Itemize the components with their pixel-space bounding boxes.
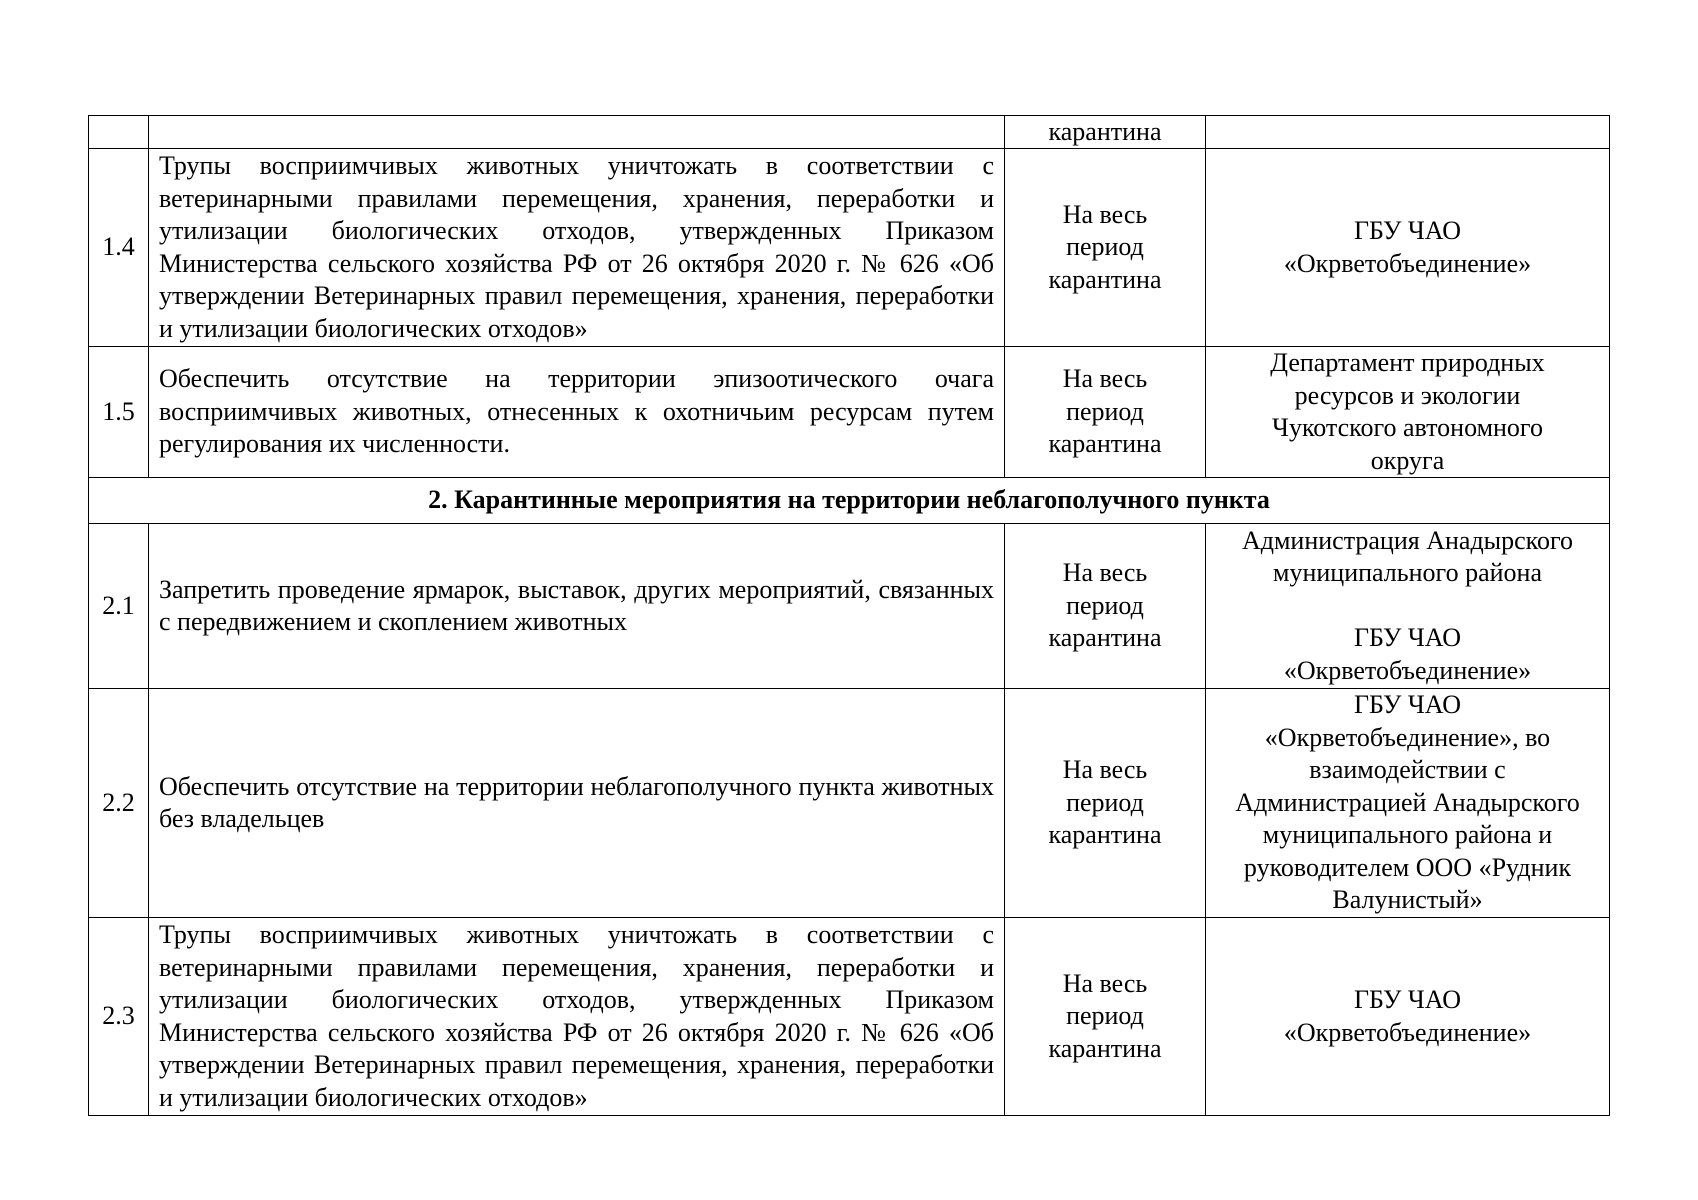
section-header: 2. Карантинные мероприятия на территории неблагополучного пункта bbox=[89, 478, 1610, 524]
measure-cell: Трупы восприимчивых животных уничтожать в соответствии с ветеринарными правилами перемещения, хранения, переработки и утилизации биологических отходов, утвержденных Приказом Министерства сельского хозяйства РФ от 26 октября 2020 г. № 626 «Об утверждении Ветеринарных правил перемещения, хранения, переработки и утилизации биологических отходов» bbox=[149, 149, 1005, 347]
period-cell: На весь период карантина bbox=[1005, 347, 1206, 478]
table-row bbox=[89, 149, 1610, 347]
row-number-cell bbox=[89, 116, 149, 149]
table-row bbox=[89, 347, 1610, 478]
measure-cell: Трупы восприимчивых животных уничтожать в соответствии с ветеринарными правилами перемещения, хранения, переработки и утилизации биологических отходов, утвержденных Приказом Министерства сельского хозяйства РФ от 26 октября 2020 г. № 626 «Об утверждении Ветеринарных правил перемещения, хранения, переработки и утилизации биологических отходов» bbox=[149, 918, 1005, 1116]
row-number-cell: 1.4 bbox=[89, 149, 149, 347]
measure-cell: Обеспечить отсутствие на территории эпизоотического очага восприимчивых животных, отнесенных к охотничьим ресурсам путем регулирования их численности. bbox=[149, 347, 1005, 478]
table-row bbox=[89, 689, 1610, 918]
period-cell: На весь период карантина bbox=[1005, 689, 1206, 918]
responsible-cell: Администрация Анадырского муниципального района ГБУ ЧАО «Окрветобъединение» bbox=[1206, 524, 1610, 689]
responsible-cell: Департамент природных ресурсов и экологии Чукотского автономного округа bbox=[1206, 347, 1610, 478]
period-cell: На весь период карантина bbox=[1005, 524, 1206, 689]
table-row bbox=[89, 918, 1610, 1116]
responsible-cell: ГБУ ЧАО «Окрветобъединение» bbox=[1206, 918, 1610, 1116]
measure-cell: Обеспечить отсутствие на территории неблагополучного пункта животных без владельцев bbox=[149, 689, 1005, 918]
section-header-row bbox=[89, 478, 1610, 524]
responsible-cell bbox=[1206, 116, 1610, 149]
row-number-cell: 1.5 bbox=[89, 347, 149, 478]
row-number-cell: 2.2 bbox=[89, 689, 149, 918]
responsible-cell: ГБУ ЧАО «Окрветобъединение» bbox=[1206, 149, 1610, 347]
measure-cell bbox=[149, 116, 1005, 149]
period-cell: карантина bbox=[1005, 116, 1206, 149]
responsible-cell: ГБУ ЧАО «Окрветобъединение», во взаимодействии с Администрацией Анадырского муниципального района и руководителем ООО «Рудник Валунистый» bbox=[1206, 689, 1610, 918]
measures-table bbox=[88, 115, 1610, 1116]
period-cell: На весь период карантина bbox=[1005, 149, 1206, 347]
period-cell: На весь период карантина bbox=[1005, 918, 1206, 1116]
row-number-cell: 2.1 bbox=[89, 524, 149, 689]
continuation-row bbox=[89, 116, 1610, 149]
measure-cell: Запретить проведение ярмарок, выставок, других мероприятий, связанных с передвижением и скоплением животных bbox=[149, 524, 1005, 689]
table-row bbox=[89, 524, 1610, 689]
row-number-cell: 2.3 bbox=[89, 918, 149, 1116]
